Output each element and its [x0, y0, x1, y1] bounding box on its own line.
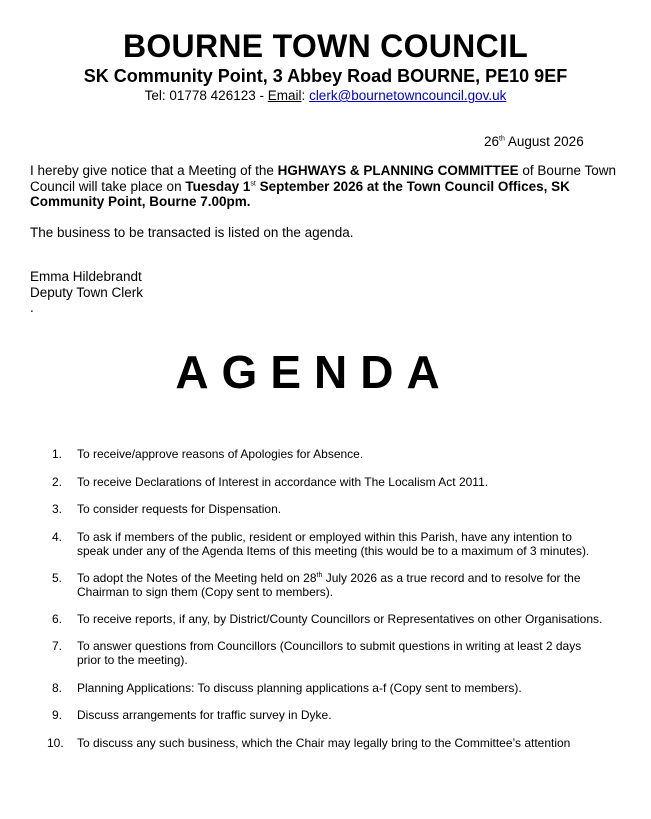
date-month-year: August 2026 [507, 134, 584, 149]
email-label: Email [267, 88, 302, 103]
agenda-item-text: To consider requests for Dispensation. [77, 502, 282, 516]
date-day: 26 [484, 134, 500, 149]
meeting-date-suffix: st [250, 180, 256, 187]
meeting-notice [30, 163, 620, 210]
agenda-item-number: 1. [52, 447, 63, 461]
agenda-item-number: 3. [52, 502, 63, 516]
agenda-heading: AGENDA [175, 346, 453, 398]
notice-date [484, 134, 584, 150]
business-statement: The business to be transacted is listed on the agenda. [30, 225, 354, 240]
committee-name: HGHWAYS & PLANNING COMMITTEE [277, 163, 519, 178]
agenda-item-number: 2. [52, 475, 63, 489]
agenda-item-number: 7. [52, 639, 63, 653]
agenda-item-text: To receive/approve reasons of Apologies for Absence. [77, 447, 364, 461]
meeting-date: Tuesday 1 [185, 178, 251, 194]
agenda-item-number: 6. [52, 612, 63, 626]
notice-middle: of Bourne Town Council will take place on [30, 163, 616, 194]
agenda-item-text [77, 571, 607, 599]
email-link[interactable]: clerk@bournetowncouncil.gov.uk [309, 88, 507, 103]
agenda-item-number: 8. [52, 681, 63, 695]
agenda-item-text: To ask if members of the public, resident or employed within this Parish, have any intention to speak under any of the Agenda Items of this meeting (this would be to a maximum of 3 minutes). [77, 530, 590, 558]
agenda-item-number: 5. [52, 571, 63, 585]
agenda-item-text: Discuss arrangements for traffic survey in Dyke. [77, 708, 332, 722]
agenda-item-text: To discuss any such business, which the Chair may legally bring to the Committee’s attention [77, 736, 571, 750]
agenda-item-number: 9. [52, 708, 63, 722]
agenda-item-text-part: To adopt the Notes of the Meeting held on 28 [77, 571, 317, 585]
agenda-item-number: 4. [52, 530, 63, 544]
agenda-item-text: To answer questions from Councillors (Councillors to submit questions in writing at least 2 days prior to the meeting). [77, 639, 582, 667]
signatory-role: Deputy Town Clerk [30, 285, 144, 300]
notice-intro: I hereby give notice that a Meeting of the [30, 163, 278, 178]
agenda-item-text: Planning Applications: To discuss planning applications a-f (Copy sent to members). [77, 681, 522, 695]
agenda-item-number: 10. [47, 736, 64, 750]
agenda-item-text: To receive Declarations of Interest in accordance with The Localism Act 2011. [77, 475, 489, 489]
trailing-dot: . [30, 300, 34, 315]
meeting-details: September 2026 at the Town Council Offices, SK Community Point, Bourne 7.00pm. [30, 178, 570, 209]
agenda-item-date-suffix: th [316, 572, 323, 579]
email-colon: : [301, 88, 306, 103]
signatory-name: Emma Hildebrandt [30, 269, 142, 284]
date-suffix: th [499, 135, 505, 143]
agenda-item-text: To receive reports, if any, by District/County Councillors or Representatives on other Organisations. [77, 612, 603, 626]
agenda-item-text-part: July 2026 as a true record and to resolve for the Chairman to sign them (Copy sent to members). [77, 571, 581, 599]
council-address: SK Community Point, 3 Abbey Road BOURNE, PE10 9EF [83, 66, 568, 86]
council-contact [0, 88, 651, 104]
telephone: Tel: 01778 426123 [144, 88, 256, 103]
contact-separator: - [259, 88, 264, 103]
council-title: BOURNE TOWN COUNCIL [122, 28, 529, 64]
